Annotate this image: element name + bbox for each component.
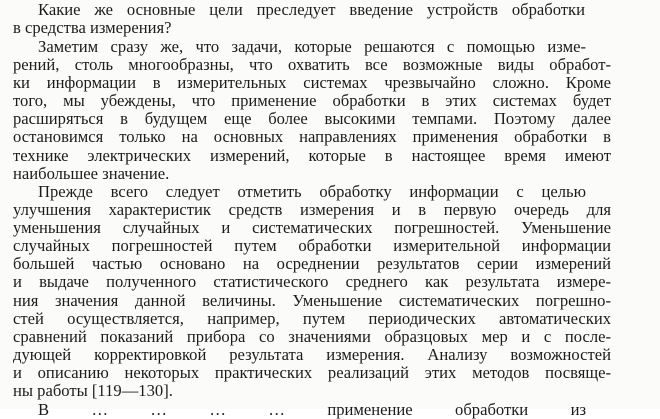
text-line: того, мы убеждены, что применение обработки в этих системах будет [13,91,611,111]
text-line: в средства измерения? [13,18,172,38]
text-line: В … … … … применение обработки из [38,400,586,419]
text-line: наибольшее значение. [13,163,170,183]
text-line: дующей корректировкой результата измерения. Анализу возможностей [13,344,611,364]
text-line: уменьшения случайных и систематических погрешностей. Уменьшение [13,218,611,238]
text-line: ки информации в измерительных системах чрезвычайно сложно. Кроме [13,73,611,93]
paragraph-question [0,1,660,37]
text-line: остановимся только на основных направлениях применения обработки в [13,127,611,147]
text-line: улучшения характеристик средств измерения и в первую очередь для [13,200,611,220]
paragraph-main [0,183,660,400]
text-line: сравнений показаний прибора со значениями образцовых мер и с после- [13,326,611,346]
text-line: и описанию некоторых практических реализаций этих методов посвяще- [13,362,611,382]
text-line: рений, столь многообразны, что охватить все возможные виды обработ- [13,55,611,75]
text-line: Прежде всего следует отметить обработку информации с целью [38,182,586,201]
text-line: и выдаче полученного статистического среднего как результата измере- [13,272,611,292]
text-line: Какие же основные цели преследует введение устройств обработки [38,0,585,19]
text-line: стей осуществляется, например, путем периодических автоматических [13,308,611,328]
paragraph-cutoff [0,401,660,419]
text-line: большей частью основано на осреднении результатов серии измерений [13,254,611,274]
text-line: Заметим сразу же, что задачи, которые решаются с помощью изме- [38,37,586,56]
paragraph-intro [0,38,660,183]
text-line: случайных погрешностей путем обработки измерительной информации [13,236,611,256]
text-line: ния значения данной величины. Уменьшение систематических погрешно- [13,290,611,310]
text-line: расширяться в будущем еще более высокими темпами. Поэтому далее [13,109,611,129]
text-line: технике электрических измерений, которые в настоящее время имеют [13,145,611,165]
text-line: ны работы [119—130]. [13,381,173,401]
